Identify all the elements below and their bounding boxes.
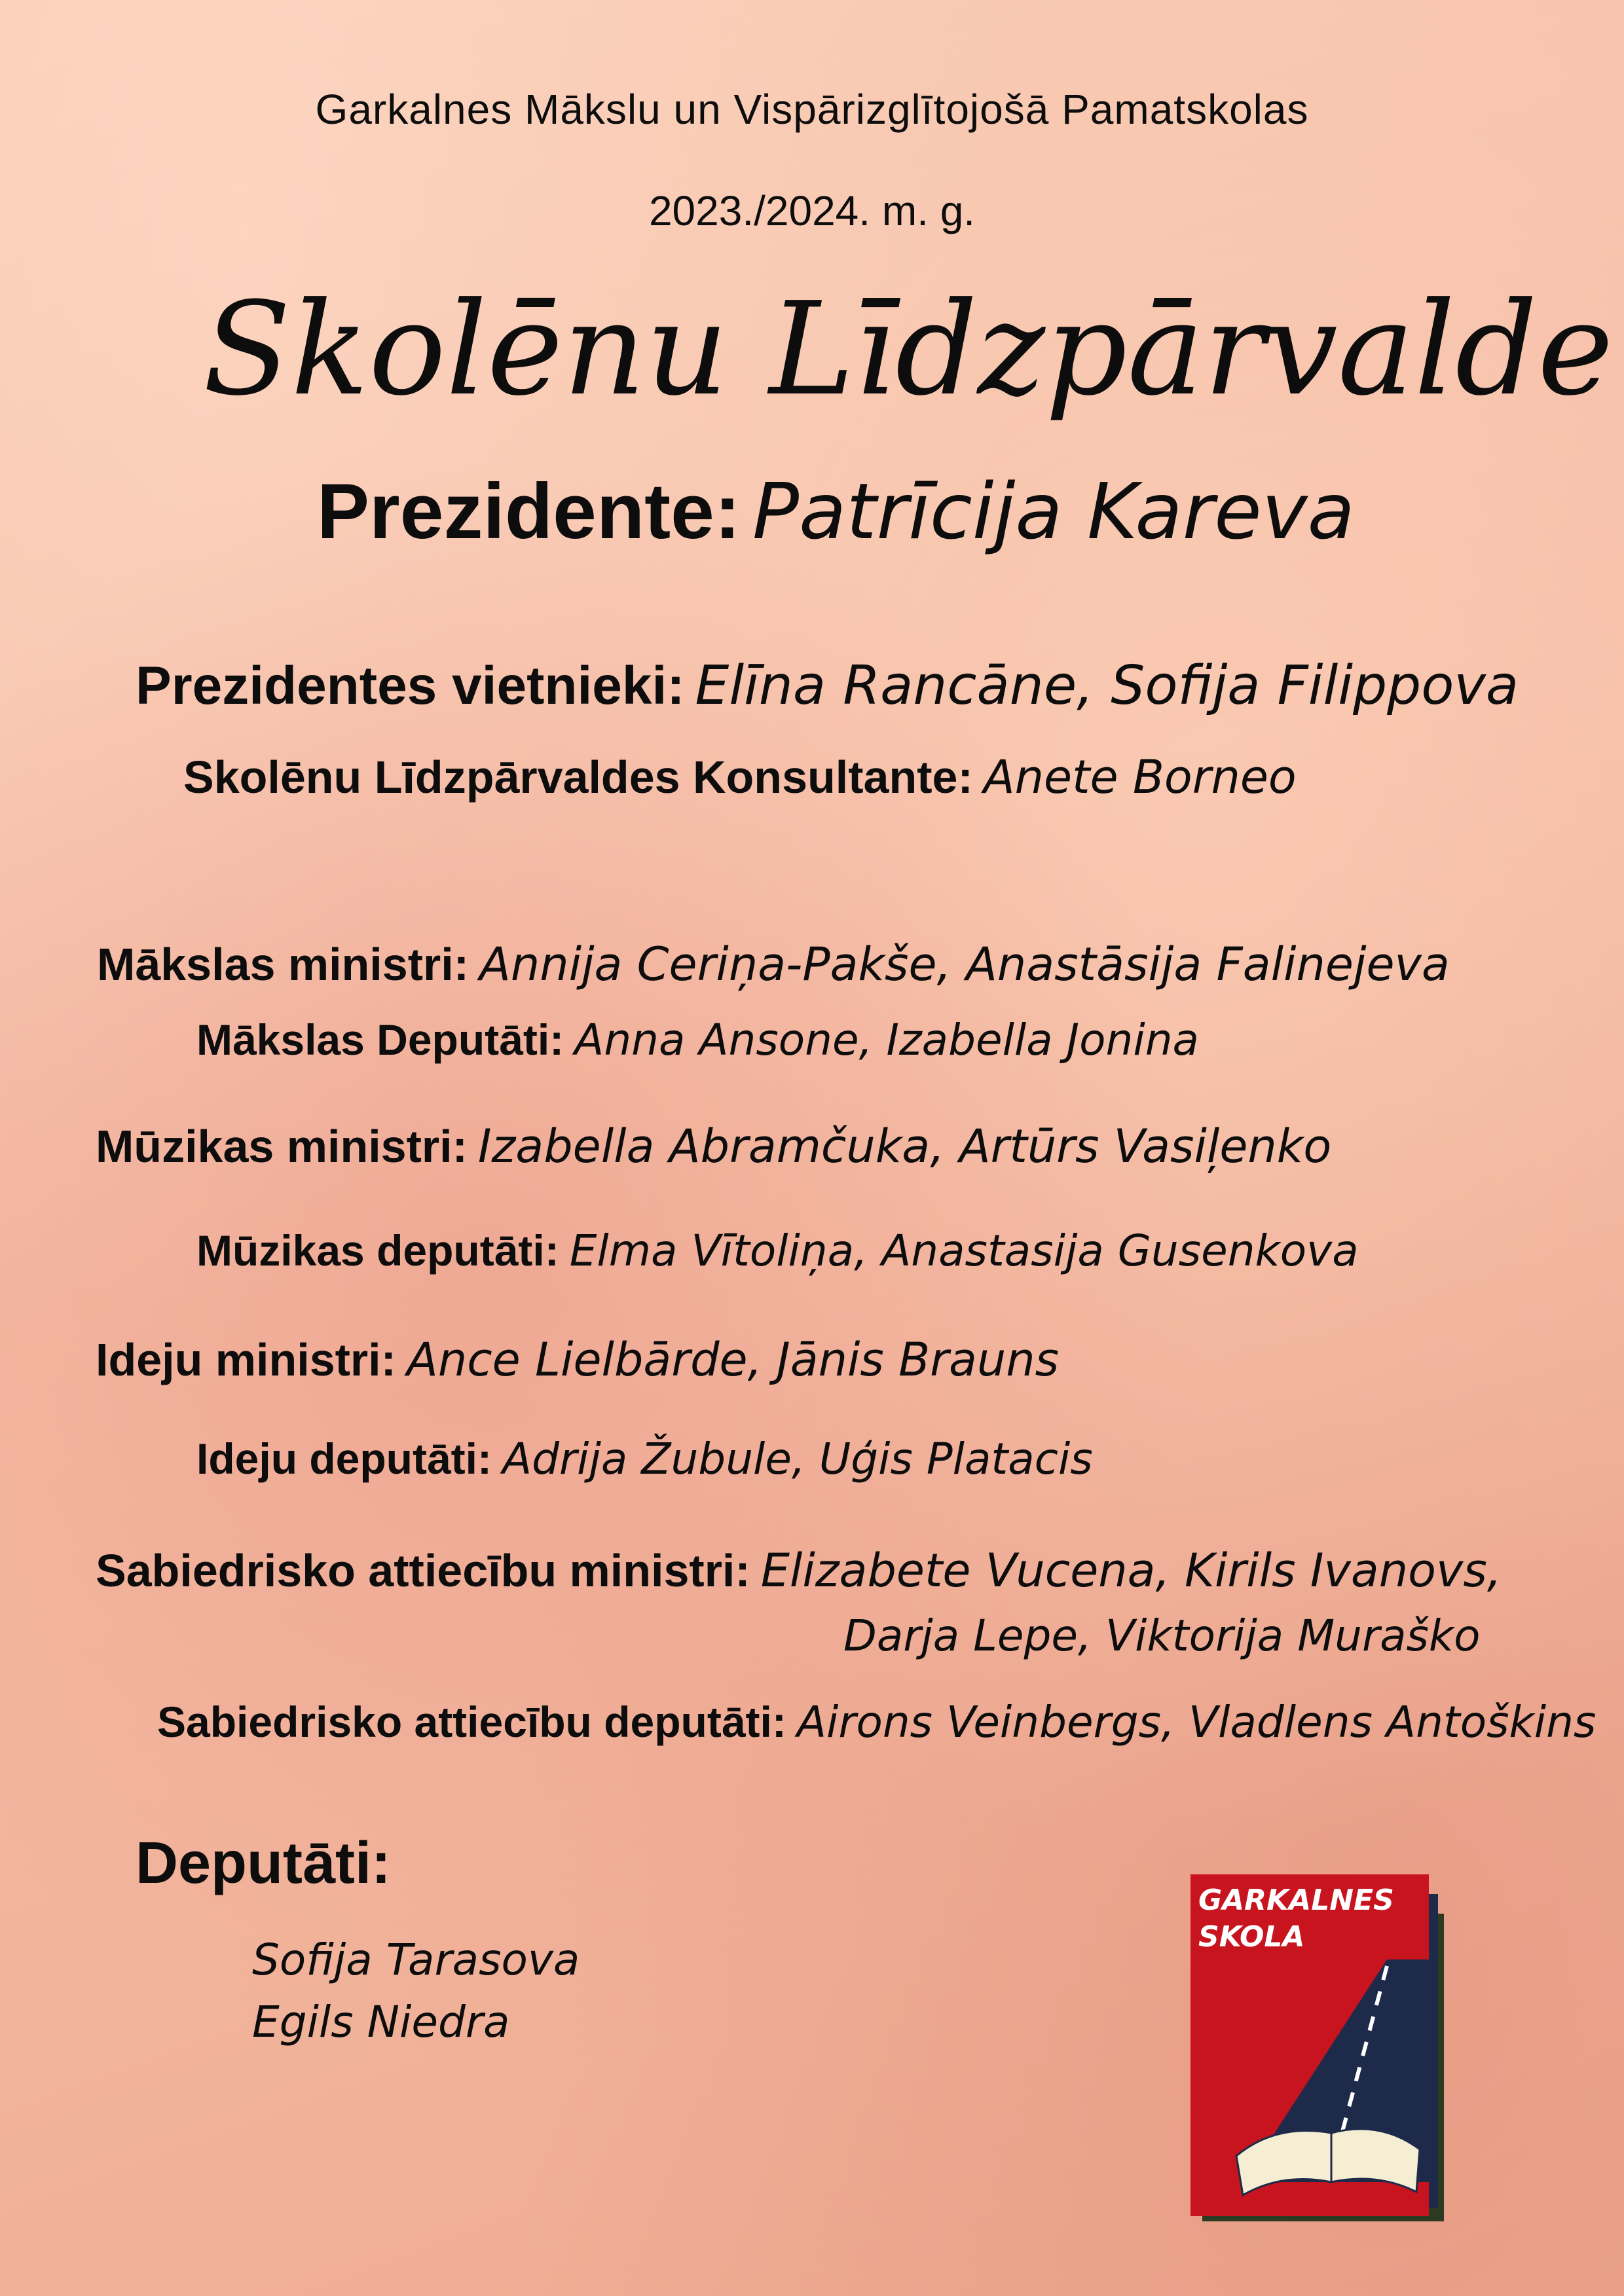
pr-deputies-label: Sabiedrisko attiecību deputāti: [157,1698,786,1746]
consultant-label: Skolēnu Līdzpārvaldes Konsultante: [183,752,973,803]
president-label: Prezidente: [317,467,741,555]
consultant-row [183,750,1297,804]
music-ministers-row [96,1120,1331,1173]
music-ministers-label: Mūzikas ministri: [96,1121,468,1172]
vice-presidents-row [136,655,1519,717]
music-deputies-label: Mūzikas deputāti: [196,1226,559,1275]
art-deputies-names: Anna Ansone, Izabella Jonina [574,1015,1199,1065]
music-ministers-names: Izabella Abramčuka, Artūrs Vasiļenko [477,1120,1332,1173]
idea-deputies-label: Ideju deputāti: [196,1434,492,1483]
pr-deputies-row [157,1697,1596,1747]
art-deputies-row [196,1015,1199,1065]
school-year: 2023./2024. m. g. [648,187,976,234]
art-ministers-row [97,938,1450,991]
logo-text-line1: GARKALNES [1198,1884,1394,1917]
music-deputies-row [196,1226,1359,1276]
page-title: Skolēnu Līdzpārvalde [203,275,1614,424]
art-ministers-names: Annija Ceriņa-Pakše, Anastāsija Falinejeva [479,938,1450,991]
pr-ministers-row [96,1544,1502,1597]
deputy-name: Sofija Tarasova [252,1935,580,1985]
vice-presidents-names: Elīna Rancāne, Sofija Filippova [695,655,1519,717]
deputy-name: Egils Niedra [252,1997,510,2047]
school-logo [1190,1874,1444,2221]
idea-ministers-label: Ideju ministri: [96,1334,396,1385]
pr-ministers-names-line2: Darja Lepe, Viktorija Muraško [843,1611,1481,1661]
art-deputies-label: Mākslas Deputāti: [196,1015,564,1064]
pr-deputies-names: Airons Veinbergs, Vladlens Antoškins [796,1697,1596,1747]
idea-deputies-row [196,1434,1093,1484]
president-name: Patrīcija Kareva [752,466,1355,556]
idea-ministers-names: Ance Lielbārde, Jānis Brauns [406,1333,1060,1387]
school-name: Garkalnes Mākslu un Vispārizglītojošā Pamatskolas [315,86,1309,133]
music-deputies-names: Elma Vītoliņa, Anastasija Gusenkova [569,1226,1359,1276]
idea-ministers-row [96,1333,1059,1387]
president-row [317,466,1355,556]
pr-ministers-label: Sabiedrisko attiecību ministri: [96,1545,750,1596]
logo-text-line2: SKOLA [1198,1920,1305,1954]
consultant-name: Anete Borneo [983,750,1297,804]
vice-presidents-label: Prezidentes vietnieki: [136,656,685,716]
idea-deputies-names: Adrija Žubule, Uģis Platacis [502,1434,1093,1484]
art-ministers-label: Mākslas ministri: [97,939,469,990]
deputies-title: Deputāti: [136,1831,391,1896]
pr-ministers-names-line1: Elizabete Vucena, Kirils Ivanovs, [760,1544,1502,1597]
